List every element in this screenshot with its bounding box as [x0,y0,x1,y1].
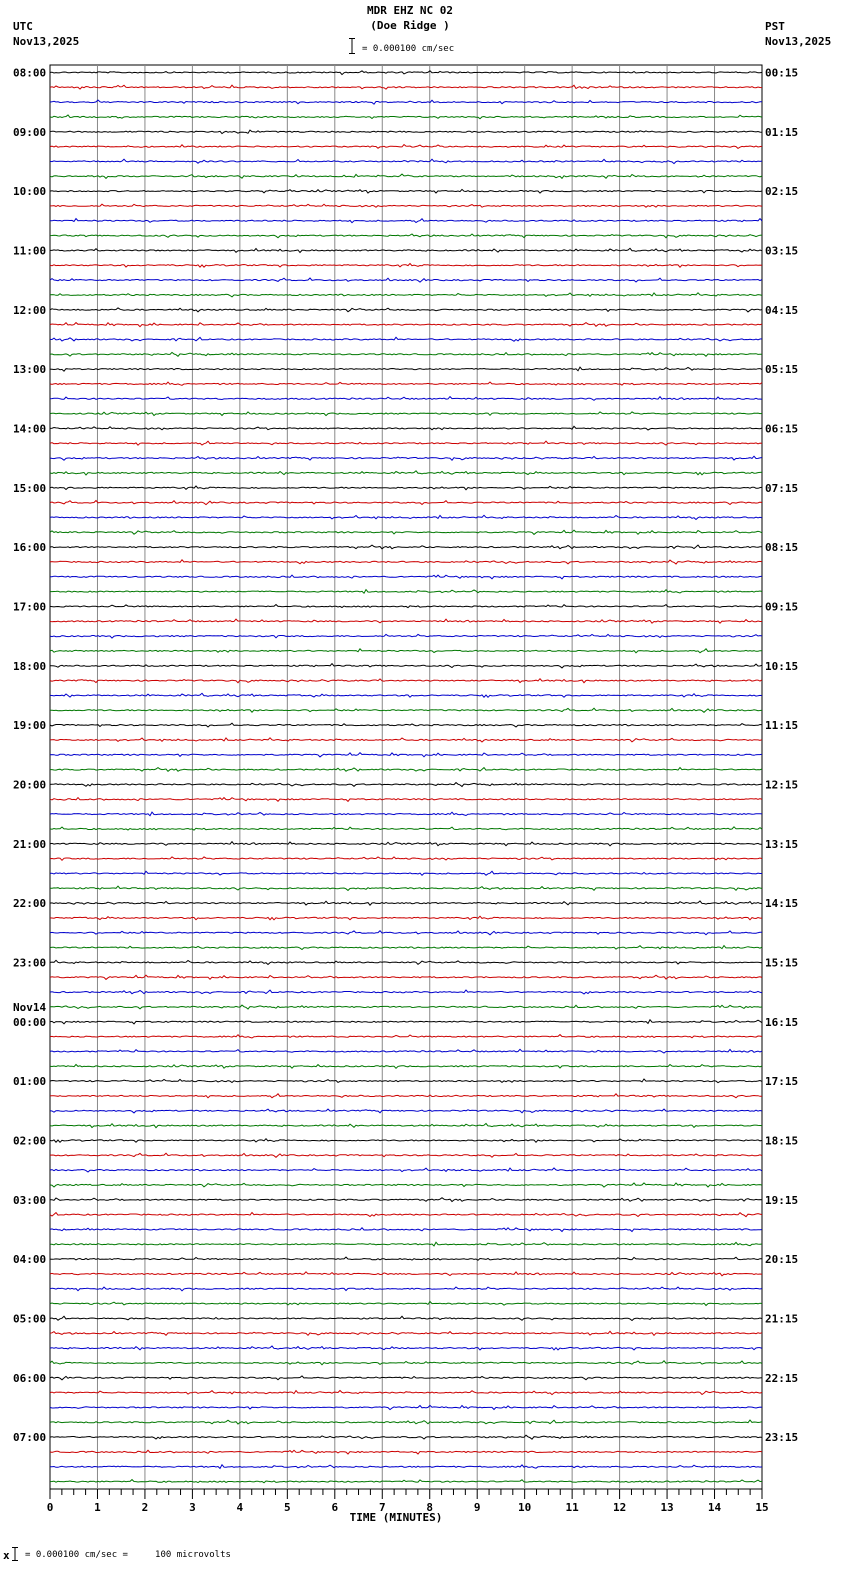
trace-row [50,1257,762,1260]
trace-row [50,100,762,104]
x-tick-label: 15 [755,1501,769,1514]
trace-row [50,946,762,950]
trace-row [50,337,762,341]
utc-hour-label: 03:00 [13,1193,47,1207]
trace-row [50,1005,762,1009]
trace-row [50,530,762,534]
trace-row [50,931,762,935]
trace-row [50,1242,762,1246]
trace-row [50,486,762,490]
left-date: Nov13,2025 [13,35,80,48]
pst-hour-label: 04:15 [765,303,799,317]
trace-row [50,1272,762,1276]
pst-hour-label: 08:15 [765,541,799,555]
trace-row [50,1465,762,1469]
trace-row [50,501,762,505]
trace-row [50,679,762,683]
trace-row [50,1391,762,1395]
utc-hour-label: 02:00 [13,1134,47,1148]
trace-row [50,693,762,697]
utc-hour-label: 21:00 [13,837,47,851]
trace-row [50,723,762,727]
trace-row [50,248,762,252]
trace-row [50,590,762,594]
plot-frame [50,65,762,1489]
trace-row [50,441,762,445]
x-tick-label: 9 [473,1501,481,1514]
pst-hour-label: 18:15 [765,1134,799,1148]
utc-hour-label: 04:00 [13,1253,47,1267]
pst-hour-label: 11:15 [765,719,799,733]
utc-hour-label: 00:00 [13,1015,47,1029]
date-marker: Nov14 [13,1000,47,1014]
footer-scale-label: = 0.000100 cm/sec = 100 microvolts [25,1550,231,1560]
trace-row [50,1124,762,1128]
utc-hour-label: 08:00 [13,66,47,80]
pst-hour-label: 06:15 [765,422,799,436]
trace-row [50,664,762,668]
pst-hour-label: 15:15 [765,956,799,970]
trace-row [50,1139,762,1143]
x-axis-label: TIME (MINUTES) [349,1511,443,1524]
pst-hour-label: 14:15 [765,897,799,911]
pst-hour-label: 16:15 [765,1015,799,1029]
x-tick-label: 13 [660,1501,674,1514]
trace-row [50,1035,762,1038]
pst-hour-label: 00:15 [765,66,799,80]
trace-row [50,960,762,964]
trace-row [50,308,762,312]
pst-hour-label: 12:15 [765,778,799,792]
trace-row [50,1450,762,1454]
trace-row [50,975,762,979]
trace-row [50,115,762,119]
utc-hour-label: 20:00 [13,778,47,792]
x-tick-label: 5 [284,1501,291,1514]
pst-hour-label: 17:15 [765,1075,799,1089]
trace-row [50,545,762,549]
x-tick-label: 7 [378,1501,386,1514]
utc-hour-label: 23:00 [13,956,47,970]
trace-row [50,456,762,460]
trace-row [50,619,762,623]
trace-row [50,204,762,207]
trace-row [50,1168,762,1172]
utc-hour-label: 16:00 [13,541,47,555]
trace-row [50,1405,762,1409]
footer-scale-icon [3,1546,17,1562]
utc-hour-label: 11:00 [13,244,47,258]
trace-row [50,1376,762,1380]
trace-row [50,159,762,163]
trace-row [50,412,762,416]
trace-row [50,916,762,920]
trace-row [50,1316,762,1320]
pst-hour-label: 22:15 [765,1371,799,1385]
trace-row [50,560,762,564]
utc-hour-label: 01:00 [13,1075,47,1089]
utc-hour-label: 22:00 [13,897,47,911]
trace-row [50,1079,762,1083]
trace-row [50,990,762,994]
trace-row [50,886,762,890]
trace-row [50,130,762,134]
pst-hour-label: 13:15 [765,837,799,851]
x-tick-label: 10 [518,1501,532,1514]
utc-hour-label: 09:00 [13,125,47,139]
trace-row [50,1435,762,1439]
x-tick-label: 1 [94,1501,101,1514]
trace-row [50,1361,762,1365]
trace-row [50,397,762,401]
x-tick-label: 2 [141,1501,149,1514]
x-tick-label: 0 [46,1501,54,1514]
station-location: (Doe Ridge ) [370,19,450,32]
utc-hour-label: 19:00 [13,719,47,733]
trace-row [50,1287,762,1291]
trace-row [50,1109,762,1113]
trace-row [50,857,762,860]
trace-row [50,1198,762,1202]
utc-hour-label: 10:00 [13,185,47,199]
pst-hour-label: 19:15 [765,1193,799,1207]
x-tick-label: 11 [565,1501,579,1514]
pst-hour-label: 03:15 [765,244,799,258]
right-date: Nov13,2025 [765,35,832,48]
x-tick-label: 3 [189,1501,196,1514]
trace-row [50,278,762,282]
pst-hour-label: 02:15 [765,185,799,199]
trace-row [50,798,762,802]
trace-row [50,1228,762,1232]
trace-row [50,783,762,787]
trace-row [50,753,762,757]
trace-row [50,738,762,742]
trace-row [50,264,762,268]
x-tick-label: 4 [236,1501,244,1514]
trace-row [50,634,762,638]
trace-row [50,323,762,327]
trace-row [50,649,762,653]
left-timezone: UTC [13,20,33,33]
pst-hour-label: 23:15 [765,1431,799,1445]
trace-row [50,1094,762,1098]
utc-hour-label: 15:00 [13,481,47,495]
pst-hour-label: 07:15 [765,481,799,495]
trace-row [50,842,762,846]
trace-row [50,1213,762,1217]
utc-hour-label: 13:00 [13,363,47,377]
trace-row [50,708,762,712]
trace-row [50,1020,762,1024]
trace-row [50,367,762,371]
trace-row [50,1183,762,1187]
svg-text:x: x [3,1549,10,1562]
trace-row [50,145,762,149]
utc-hour-label: 14:00 [13,422,47,436]
pst-hour-label: 01:15 [765,125,799,139]
x-tick-label: 12 [612,1501,627,1514]
station-title: MDR EHZ NC 02 [366,4,454,17]
trace-row [50,871,762,875]
trace-row [50,471,762,475]
x-tick-label: 6 [331,1501,339,1514]
x-tick-label: 8 [426,1501,434,1514]
trace-row [50,812,762,816]
pst-hour-label: 20:15 [765,1253,799,1267]
trace-row [50,1480,762,1483]
utc-hour-label: 17:00 [13,600,47,614]
trace-row [50,827,762,830]
right-timezone: PST [765,20,785,33]
trace-row [50,1302,762,1306]
trace-row [50,219,762,223]
trace-row [50,515,762,519]
trace-row [50,575,762,579]
utc-hour-label: 18:00 [13,659,47,673]
trace-row [50,1346,762,1350]
utc-hour-label: 05:00 [13,1312,47,1326]
trace-row [50,768,762,772]
trace-row [50,293,762,297]
trace-row [50,426,762,430]
trace-row [50,174,762,178]
trace-row [50,85,762,89]
pst-hour-label: 10:15 [765,659,799,673]
trace-row [50,352,762,356]
pst-hour-label: 05:15 [765,363,799,377]
utc-hour-label: 06:00 [13,1371,47,1385]
trace-row [50,1420,762,1424]
x-tick-label: 14 [707,1501,722,1514]
trace-row [50,71,762,75]
trace-row [50,1065,762,1069]
pst-hour-label: 09:15 [765,600,799,614]
utc-hour-label: 12:00 [13,303,47,317]
trace-row [50,605,762,608]
utc-hour-label: 07:00 [13,1431,47,1445]
trace-row [50,189,762,193]
trace-row [50,1153,762,1157]
trace-row [50,901,762,905]
scale-label: = 0.000100 cm/sec [362,44,455,54]
trace-row [50,1049,762,1053]
trace-row [50,1331,762,1335]
trace-row [50,234,762,238]
pst-hour-label: 21:15 [765,1312,799,1326]
trace-row [50,382,762,385]
